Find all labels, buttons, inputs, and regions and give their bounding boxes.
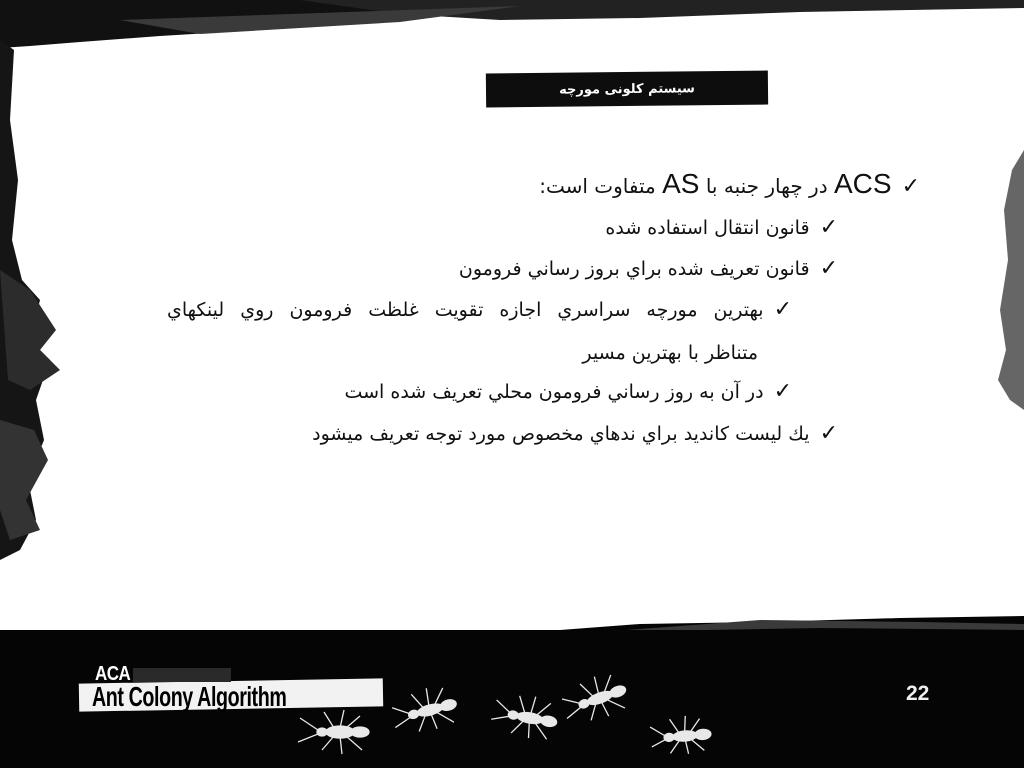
bullet-text: يك ليست كانديد براي ندهاي مخصوص مورد توجه تعريف ميشود bbox=[312, 423, 810, 445]
slide-title: سیستم کلونی مورچه bbox=[558, 80, 695, 98]
bullet-text: در آن به روز رساني فرومون محلي تعريف شده است bbox=[344, 381, 764, 403]
bullet-transition-rule bbox=[605, 216, 838, 240]
bullet-best-ant-reinforcement-continued bbox=[582, 341, 758, 365]
checkmark-icon: ✓ bbox=[819, 421, 838, 446]
left-brush-stroke bbox=[0, 40, 60, 560]
bullet-acs-term: ACS bbox=[833, 168, 892, 199]
ant-icon bbox=[649, 714, 712, 757]
bullet-as-term: AS bbox=[662, 168, 700, 199]
ant-icon bbox=[298, 710, 369, 754]
bullet-text: قانون انتقال استفاده شده bbox=[605, 217, 810, 239]
bullet-best-ant-reinforcement bbox=[167, 298, 792, 322]
ants-illustration bbox=[290, 670, 730, 768]
ant-icon bbox=[489, 690, 560, 743]
bullet-acs-differs bbox=[539, 168, 920, 199]
bullet-text: قانون تعريف شده براي بروز رساني فرومون bbox=[458, 258, 810, 280]
right-brush-stroke bbox=[994, 150, 1024, 410]
bullet-acs-mid-text: در چهار جنبه با bbox=[699, 174, 834, 198]
logo-short-name: ACA bbox=[95, 662, 131, 685]
checkmark-icon: ✓ bbox=[773, 379, 792, 404]
ant-icon bbox=[557, 670, 632, 730]
page-number: 22 bbox=[906, 682, 930, 705]
top-brush-stroke bbox=[0, 0, 1024, 50]
logo-dark-bar bbox=[133, 668, 231, 682]
ant-icon bbox=[388, 682, 462, 739]
bullet-candidate-list bbox=[312, 422, 838, 446]
checkmark-icon: ✓ bbox=[819, 215, 838, 240]
checkmark-icon: ✓ bbox=[773, 297, 792, 322]
bullet-text: متناظر با بهترين مسير bbox=[582, 342, 758, 364]
bullet-acs-tail-text: متفاوت است: bbox=[539, 174, 663, 198]
checkmark-icon: ✓ bbox=[819, 256, 838, 281]
bullet-pheromone-update-rule bbox=[459, 257, 838, 281]
slide-title-bar bbox=[486, 71, 768, 108]
logo-full-name: Ant Colony Algorithm bbox=[92, 682, 287, 714]
bullet-text: بهترين مورچه سراسري اجازه تقويت غلظت فرومون روي لينكهاي bbox=[167, 299, 764, 321]
checkmark-icon: ✓ bbox=[901, 174, 920, 199]
bullet-local-pheromone-update bbox=[344, 380, 792, 404]
